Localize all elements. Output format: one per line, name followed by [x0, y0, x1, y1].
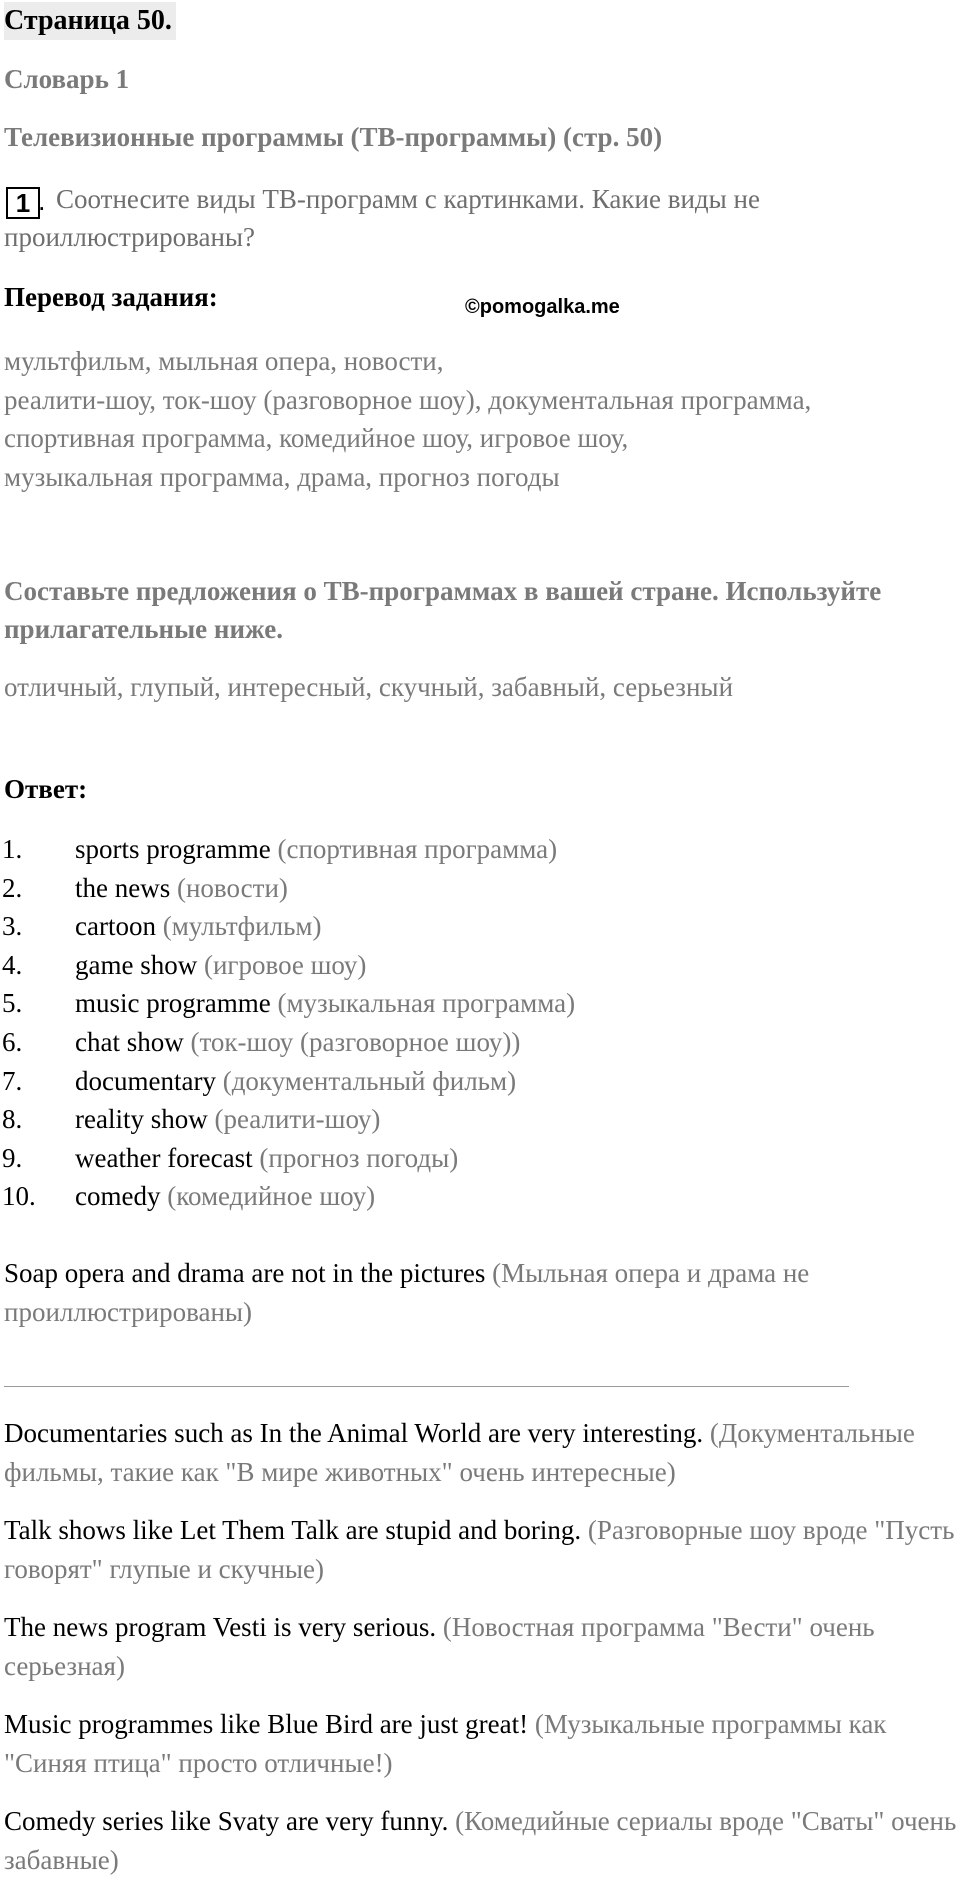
translation-list	[4, 342, 811, 496]
answer-russian: (прогноз погоды)	[259, 1142, 459, 1173]
answer-russian: (спортивная программа)	[277, 834, 558, 864]
example-english: Documentaries such as In the Animal World are very interesting.	[4, 1418, 704, 1448]
section-divider	[4, 1386, 849, 1387]
not-pictured-english: Soap opera and drama are not in the pictures	[4, 1258, 486, 1288]
answer-english: comedy	[75, 1181, 161, 1212]
answer-number: 10.	[2, 1181, 36, 1212]
answer-number: 5.	[2, 988, 23, 1019]
example-russian: (Комедийные сериалы вроде "Сваты" очень забавные)	[4, 1806, 957, 1875]
answer-number: 4.	[2, 949, 23, 980]
example-russian: (Новостная программа "Вести" очень серьезная)	[4, 1612, 875, 1681]
example-russian: (Документальные фильмы, такие как "В мире животных" очень интересные)	[4, 1418, 915, 1487]
example-english: Music programmes like Blue Bird are just great!	[4, 1709, 529, 1739]
answer-number: 1.	[2, 834, 23, 864]
answer-english: game show	[75, 949, 198, 980]
example-sentence	[4, 1802, 959, 1879]
example-english: The news program Vesti is very serious.	[4, 1612, 437, 1642]
example-sentence	[4, 1705, 959, 1782]
example-english: Comedy series like Svaty are very funny.	[4, 1806, 449, 1836]
answer-number: 9.	[2, 1142, 23, 1173]
compose-instruction: Составьте предложения о ТВ-программах в вашей стране. Используйте прилагательные ниже.	[4, 576, 882, 644]
example-russian: (Музыкальные программы как "Синяя птица" просто отличные!)	[4, 1709, 887, 1778]
answer-russian: (игровое шоу)	[203, 949, 367, 980]
example-russian: (Разговорные шоу вроде "Пусть говорят" глупые и скучные)	[4, 1515, 955, 1584]
answer-english: sports programme	[75, 834, 271, 864]
task-number-dot: .	[38, 186, 46, 216]
answer-russian: (мультфильм)	[162, 911, 322, 942]
example-sentences	[4, 1414, 959, 1899]
example-english: Talk shows like Let Them Talk are stupid and boring.	[4, 1515, 582, 1545]
answer-english: cartoon	[75, 911, 156, 942]
answer-english: chat show	[75, 1026, 184, 1057]
answer-russian: (новости)	[176, 872, 288, 903]
translation-line: мультфильм, мыльная опера, новости,	[4, 346, 444, 376]
answer-russian: (комедийное шоу)	[167, 1181, 376, 1212]
translation-line: спортивная программа, комедийное шоу, игровое шоу,	[4, 423, 629, 453]
answer-number: 6.	[2, 1026, 23, 1057]
example-sentence	[4, 1511, 959, 1588]
answer-russian: (документальный фильм)	[222, 1065, 517, 1096]
vocabulary-title: Словарь 1	[4, 64, 130, 94]
answer-english: music programme	[75, 988, 271, 1019]
answer-russian: (реалити-шоу)	[214, 1104, 381, 1135]
task-text: Соотнесите виды ТВ-программ с картинками. Какие виды не проиллюстрированы?	[4, 184, 760, 252]
page-title: Страница 50.	[4, 2, 176, 40]
answer-english: weather forecast	[75, 1142, 253, 1173]
example-sentence	[4, 1414, 959, 1491]
answer-russian: (ток-шоу (разговорное шоу))	[190, 1026, 521, 1057]
answer-russian: (музыкальная программа)	[277, 988, 576, 1019]
answer-number: 7.	[2, 1065, 23, 1096]
translation-title: Перевод задания:	[4, 282, 218, 312]
answer-english: documentary	[75, 1065, 216, 1096]
answer-english: reality show	[75, 1104, 208, 1135]
translation-line: реалити-шоу, ток-шоу (разговорное шоу), документальная программа,	[4, 384, 812, 415]
adjectives-list: отличный, глупый, интересный, скучный, забавный, серьезный	[4, 672, 734, 702]
answer-title: Ответ:	[4, 774, 88, 804]
not-pictured-russian: (Мыльная опера и драма не проиллюстрированы)	[4, 1258, 810, 1327]
answer-number: 2.	[2, 872, 23, 903]
section-title: Телевизионные программы (ТВ-программы) (стр. 50)	[4, 122, 663, 152]
not-pictured-answer	[4, 1254, 944, 1331]
answer-number: 3.	[2, 911, 23, 942]
answer-english: the news	[75, 872, 171, 903]
translation-line: музыкальная программа, драма, прогноз погоды	[4, 461, 560, 492]
example-sentence	[4, 1608, 959, 1685]
watermark: ©pomogalka.me	[465, 296, 620, 318]
task-number-box: 1	[6, 187, 40, 219]
answer-number: 8.	[2, 1104, 23, 1135]
